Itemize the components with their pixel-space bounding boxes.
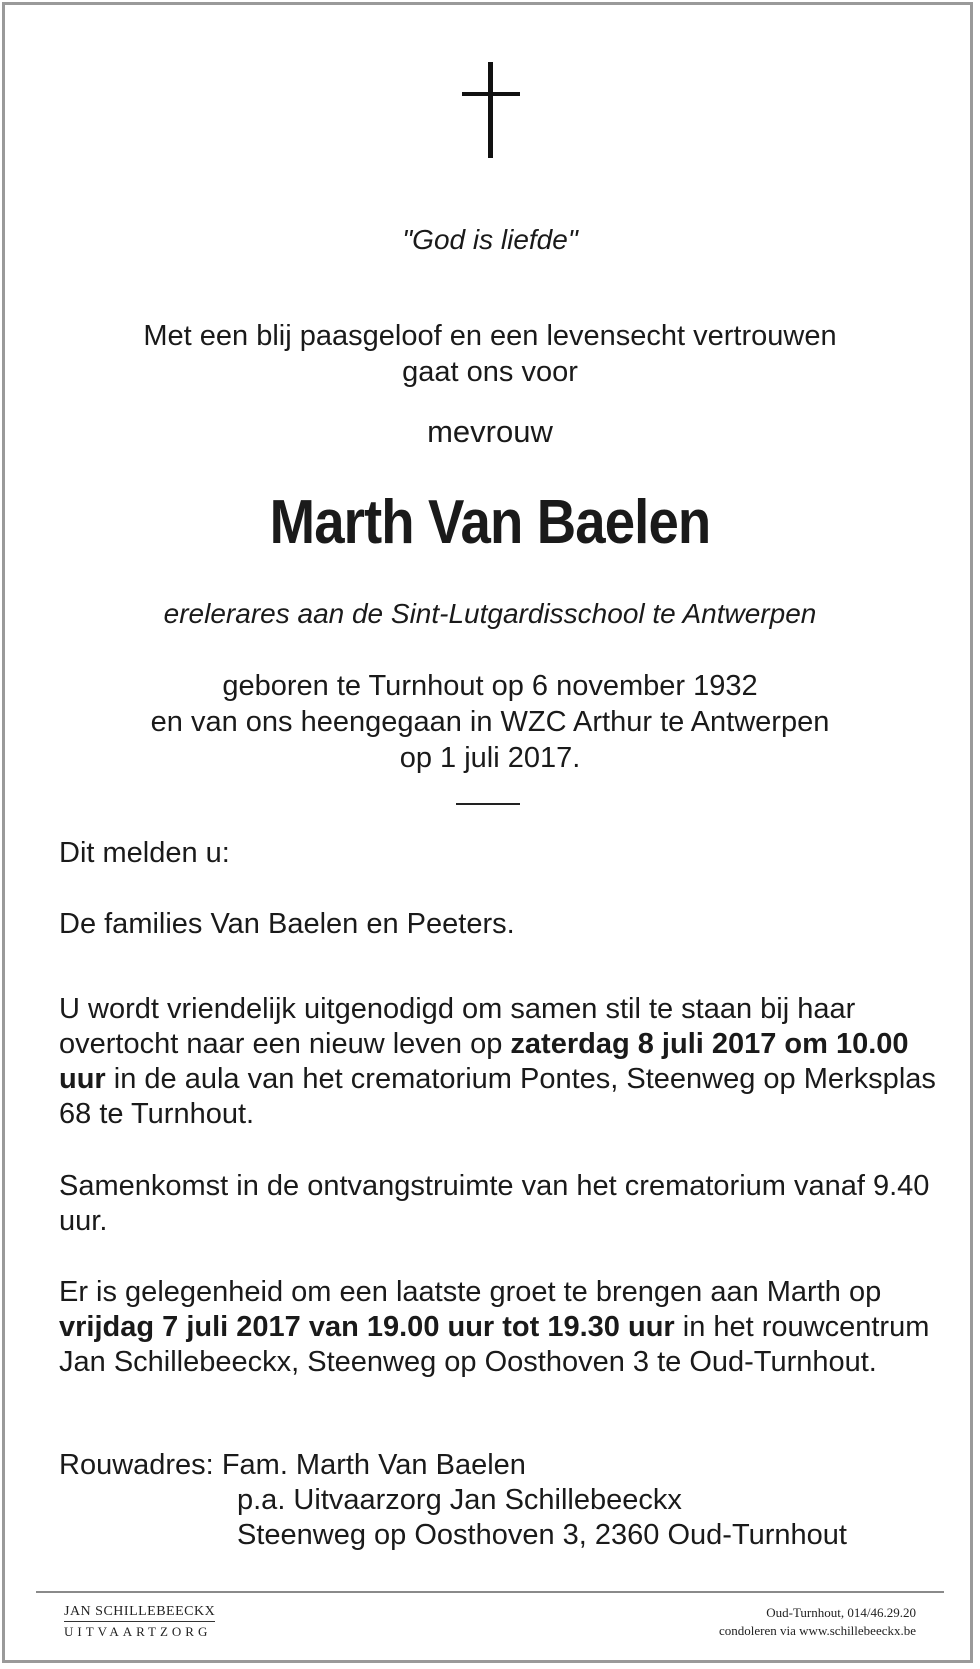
brand-subtitle: UITVAARTZORG: [64, 1624, 212, 1639]
contact-phone: Oud-Turnhout, 014/46.29.20: [766, 1605, 916, 1620]
contact-info: [719, 1604, 916, 1640]
address-line-3: Steenweg op Oosthoven 3, 2360 Oud-Turnhout: [237, 1519, 847, 1551]
footer-divider: [36, 1591, 944, 1593]
intro-text: [0, 318, 980, 390]
farewell-datetime: vrijdag 7 juli 2017 van 19.00 uur tot 19.30 uur: [59, 1311, 675, 1343]
invite-text-b: in de aula van het crematorium Pontes, Steenweg op Merksplas 68 te Turnhout.: [59, 1063, 936, 1130]
announcement: Dit melden u:: [59, 837, 230, 869]
dates-line-3: op 1 juli 2017.: [399, 742, 581, 774]
mourning-address: [59, 1448, 939, 1553]
cross-icon: [462, 62, 520, 158]
gathering-info: Samenkomst in de ontvangstruimte van het crematorium vanaf 9.40 uur.: [59, 1170, 930, 1237]
families: De families Van Baelen en Peeters.: [59, 908, 515, 940]
farewell-text-b: in het rouwcentrum Jan Schillebeeckx, Steenweg op Oosthoven 3 te Oud-Turnhout.: [59, 1311, 930, 1378]
ceremony-datetime: zaterdag 8 juli 2017 om 10.00 uur: [59, 1028, 909, 1095]
intro-line-2: gaat ons voor: [402, 356, 578, 388]
contact-website: condoleren via www.schillebeeckx.be: [719, 1623, 916, 1638]
farewell-text-a: Er is gelegenheid om een laatste groet te brengen aan Marth op: [59, 1276, 882, 1308]
intro-line-1: Met een blij paasgeloof en een levensecht vertrouwen: [143, 320, 837, 352]
motto: "God is liefde": [402, 224, 578, 255]
divider: [456, 803, 520, 805]
invite-text-a: U wordt vriendelijk uitgenodigd om samen stil te staan bij haar overtocht naar een nieuw leven op: [59, 993, 856, 1060]
birth-death-dates: [0, 668, 980, 776]
salutation: mevrouw: [427, 414, 553, 449]
dates-line-2: en van ons heengegaan in WZC Arthur te Antwerpen: [150, 706, 830, 738]
ceremony-invitation: [59, 992, 939, 1132]
occupation: erelerares aan de Sint-Lutgardisschool te Antwerpen: [163, 598, 817, 629]
deceased-name: Marth Van Baelen: [269, 488, 711, 557]
address-label: Rouwadres:: [59, 1449, 222, 1481]
address-line-1: Fam. Marth Van Baelen: [221, 1449, 526, 1481]
address-line-2: p.a. Uitvaarzorg Jan Schillebeeckx: [237, 1484, 682, 1516]
brand-name: JAN SCHILLEBEECKX: [64, 1604, 215, 1622]
dates-line-1: geboren te Turnhout op 6 november 1932: [222, 670, 758, 702]
farewell-info: [59, 1275, 939, 1380]
funeral-home-logo: [64, 1602, 215, 1640]
